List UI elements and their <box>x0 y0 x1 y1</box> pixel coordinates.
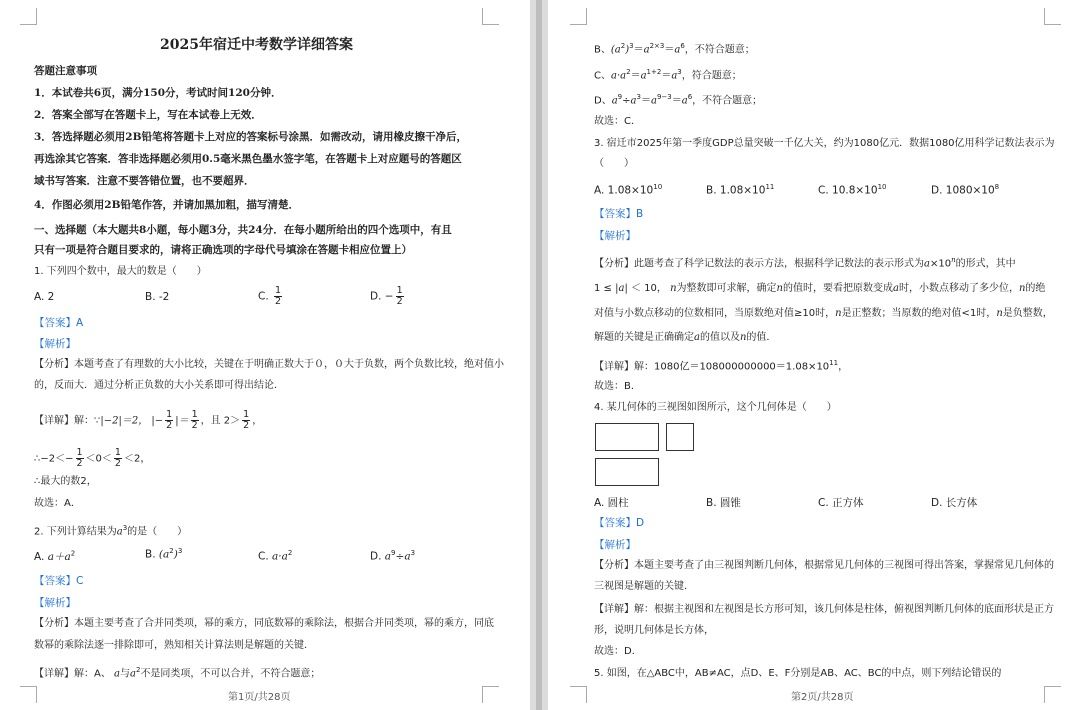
q2-analysis-1: 【分析】本题主要考查了合并同类项，幂的乘方，同底数幂的乘除法，根据合并同类项，幂的乘方，同底 <box>34 618 494 629</box>
q3-option-b-letter: B. <box>706 184 717 197</box>
q4-analysis-2: 三视图是解题的关键． <box>594 581 694 592</box>
q3-analysis-2-c: 时，小数点移动了多少位， <box>898 283 1019 294</box>
document-page-2 <box>548 0 1080 710</box>
q4-option-c: C. 正方体 <box>818 497 864 509</box>
top-view-rectangle <box>595 458 659 486</box>
q2-option-c-letter: C. <box>258 550 269 563</box>
q3-choice: 故选：B． <box>594 381 641 392</box>
q2-stem-prefix: 2. 下列计算结果为 <box>34 526 117 538</box>
q2-solution-tail: 不是同类项，不可以合并，不符合题意； <box>140 668 321 680</box>
side-view-square <box>666 423 694 451</box>
q3-answer: 【答案】B <box>594 208 644 220</box>
q2-line-c-tail: ，符合题意； <box>681 70 742 82</box>
q2-stem: 2. 下列计算结果为$a^3$的是（ ） <box>34 524 188 538</box>
page-title: 2025年宿迁中考数学详细答案 <box>160 37 353 53</box>
q1-answer: 【答案】A <box>34 317 84 329</box>
q2-solution: 【详解】解：A、 a与$a^2$不是同类项，不可以合并，不符合题意； <box>34 666 321 680</box>
q4-option-a: A. 圆柱 <box>594 497 629 509</box>
q4-choice: 故选：D． <box>594 646 642 657</box>
q3-option-a-letter: A. <box>594 184 605 197</box>
q2-option-d: D. $a^9\div a^3$ <box>370 549 416 563</box>
q3-analysis-2: 1 ≤ |a| ＜ 10， n为整数即可求解，确定n的值时，要看把原数变成a时，小数点移动了多少位，n的绝 <box>594 283 1046 294</box>
q2-option-a: A. $a+a^2$ <box>34 549 76 563</box>
q4-analysis-1: 【分析】本题主要考查了由三视图判断几何体，根据常见几何体的三视图可得出答案，掌握常见几何体的 <box>594 560 1054 571</box>
q3-option-d-letter: D. <box>931 184 943 197</box>
q3-analysis-1-tail: 的形式，其中 <box>955 258 1016 270</box>
q1-jiexi: 【解析】 <box>34 338 76 350</box>
section-heading-cont: 只有一项是符合题目要求的，请将正确选项的字母代号填涂在答题卡相应位置上） <box>34 244 412 256</box>
q1-option-b: B. -2 <box>145 291 170 303</box>
notice-3-cont2: 域书写答案．注意不要答错位置，也不要超界． <box>34 175 255 187</box>
scrollbar[interactable] <box>536 0 542 710</box>
page-footer: 第2页/共28页 <box>791 692 854 703</box>
q2-line-b-tail: ，不符合题意； <box>684 44 755 56</box>
q2-line-c: C、$a\cdot a^2=a^{1+2}=a^3$，符合题意； <box>594 68 742 82</box>
q3-analysis-4-a: 解题的关键是正确确定 <box>594 332 694 343</box>
q1-option-c <box>258 286 284 307</box>
crop-mark <box>1044 686 1061 703</box>
q4-option-b: B. 圆锥 <box>706 497 741 509</box>
crop-mark <box>482 8 499 25</box>
q1-therefore: ∴ <box>34 453 41 465</box>
notice-3: 3．答选择题必须用2B铅笔将答题卡上对应的答案标号涂黑．如需改动，请用橡皮擦干净后， <box>34 131 467 143</box>
q2-analysis-2: 数幂的乘除法逐一排除即可，熟知相关计算法则是解题的关键． <box>34 640 314 651</box>
q3-analysis-4-c: 的值． <box>746 332 777 343</box>
document-page-1 <box>0 0 530 710</box>
q3-option-c: C. $10.8\times 10^{10}$ <box>818 183 887 197</box>
front-view-rectangle <box>595 423 659 451</box>
fraction-half: $\frac{1}{2}$ <box>275 285 282 307</box>
q3-solution: 【详解】解：1080亿$=108000000000=1.08\times 10^{11}$， <box>594 359 849 373</box>
q1-analysis-1: 【分析】本题考查了有理数的大小比较，关键在于明确正数大于０，０大于负数，两个负数比较，绝对值小 <box>34 359 504 370</box>
crop-mark <box>20 686 37 703</box>
q1-option-c-letter: C. <box>258 290 269 303</box>
notice-heading: 答题注意事项 <box>34 65 97 77</box>
q2-line-d-tail: ，不符合题意； <box>692 95 763 107</box>
q2-line-d: D、$a^9\div a^3=a^{9-3}=a^6$，不符合题意； <box>594 93 763 107</box>
q3-option-c-letter: C. <box>818 184 829 197</box>
q1-analysis-2: 的，反而大．通过分析正负数的大小关系即可得出结论． <box>34 380 284 391</box>
q2-line-b: B、$(a^2)^3=a^{2\times 3}=a^6$，不符合题意； <box>594 42 755 56</box>
notice-3-cont: 再选涂其它答案．答非选择题必须用0.5毫米黑色墨水签字笔，在答题卡上对应题号的答题区 <box>34 153 462 165</box>
q4-jiexi: 【解析】 <box>594 539 636 551</box>
q1-option-d: D. − $\frac{1}{2}$ <box>370 285 403 307</box>
crop-mark <box>20 8 37 25</box>
q2-stem-suffix: 的是（ ） <box>127 526 188 538</box>
q1-solution-prefix: 【详解】解：∵ <box>34 415 101 427</box>
fraction-half: $\frac{1}{2}$ <box>396 285 403 307</box>
q1-option-a: A. 2 <box>34 291 55 303</box>
q2-option-b: B. $(a^2)^3$ <box>145 547 183 561</box>
q3-solution-text: 【详解】解：1080亿＝108000000000＝1.08×10 <box>594 361 830 373</box>
q1-max: ∴最大的数2， <box>34 476 97 487</box>
notice-2: 2．答案全部写在答题卡上，写在本试卷上无效． <box>34 109 262 121</box>
q2-jiexi: 【解析】 <box>34 597 76 609</box>
q5-stem: 5. 如图，在△ABC中，AB≠AC，点D、E、F分别是AB、AC、BC的中点，则下列结论错误的 <box>594 668 1002 679</box>
q3-analysis-3-a: 对值与小数点移动的位数相同，当原数绝对值≥10时， <box>594 308 836 319</box>
q2-solution-prefix: 【详解】解：A、 <box>34 668 111 680</box>
q3-analysis-1: 【分析】此题考查了科学记数法的表示方法，根据科学记数法的表示形式为$a\times 10^n$的形式，其中 <box>594 256 1016 270</box>
q3-stem-1: 3. 宿迁市2025年第一季度GDP总量突破一千亿大关，约为1080亿元．数据1080亿用科学记数法表示为 <box>594 138 1055 149</box>
q3-analysis-1-text: 【分析】此题考查了科学记数法的表示方法，根据科学记数法的表示形式为 <box>594 258 924 270</box>
crop-mark <box>570 686 587 703</box>
q4-answer: 【答案】D <box>594 517 645 529</box>
q3-analysis-3-c: 是负整数， <box>1002 308 1053 319</box>
page-gutter <box>530 0 548 710</box>
q4-solution-1: 【详解】解：根据主视图和左视图是长方形可知，该几何体是柱体，俯视图判断几何体的底面形状是正方 <box>594 604 1054 615</box>
crop-mark <box>482 686 499 703</box>
q2-answer: 【答案】C <box>34 575 84 587</box>
q3-analysis-4: 解题的关键是正确确定a的值以及n的值． <box>594 332 777 343</box>
notice-4: 4．作图必须用2B铅笔作答，并请加黑加粗，描写清楚． <box>34 199 299 211</box>
q4-solution-2: 形，说明几何体是长方体， <box>594 625 714 636</box>
q3-analysis-3-b: 是正整数；当原数的绝对值<1时， <box>841 308 997 319</box>
q1-solution-1: 【详解】解：∵|−2|＝2， |− $\frac{1}{2}$ |＝ $\frac{1}{2}$ ，且 2＞ $\frac{1}{2}$ ， <box>34 409 263 431</box>
q4-stem: 4. 某几何体的三视图如图所示，这个几何体是（ ） <box>594 402 837 413</box>
q2-option-d-letter: D. <box>370 550 382 563</box>
page-footer: 第1页/共28页 <box>228 692 291 703</box>
q3-option-d: D. $1080\times 10^8$ <box>931 183 1000 197</box>
q1-stem: 1. 下列四个数中，最大的数是（ ） <box>34 266 207 277</box>
q3-analysis-3: 对值与小数点移动的位数相同，当原数绝对值≥10时，n是正整数；当原数的绝对值<1时，n是负整数， <box>594 308 1053 319</box>
section-heading: 一、选择题（本大题共8小题，每小题3分，共24分．在每小题所给出的四个选项中，有且 <box>34 224 452 236</box>
notice-1: 1．本试卷共6页，满分150分，考试时间120分钟． <box>34 87 282 99</box>
q3-analysis-4-b: 的值以及 <box>699 332 740 343</box>
q2-option-c: C. $a\cdot a^2$ <box>258 549 293 563</box>
q3-analysis-2-d: 的绝 <box>1025 283 1046 294</box>
q3-option-a: A. $1.08\times 10^{10}$ <box>594 183 663 197</box>
q1-choice: 故选：A． <box>34 498 81 509</box>
q3-option-b: B. $1.08\times 10^{11}$ <box>706 183 775 197</box>
q3-analysis-2-a: 为整数即可求解，确定 <box>676 283 777 294</box>
q3-jiexi: 【解析】 <box>594 230 636 242</box>
crop-mark <box>570 8 587 25</box>
q1-option-d-letter: D. <box>370 290 382 303</box>
q1-solution-2: ∴−2＜− $\frac{1}{2}$ ＜0＜ $\frac{1}{2}$ ＜2， <box>34 447 151 469</box>
q2-choice: 故选：C． <box>594 116 641 127</box>
q3-stem-2: （ ） <box>594 158 634 169</box>
q3-analysis-2-b: 的值时，要看把原数变成 <box>782 283 893 294</box>
q1-solution-mid: ，且 <box>200 415 221 427</box>
q4-option-d: D. 长方体 <box>931 497 978 509</box>
q2-option-a-letter: A. <box>34 551 45 563</box>
crop-mark <box>1044 8 1061 25</box>
q2-option-b-letter: B. <box>145 548 156 561</box>
